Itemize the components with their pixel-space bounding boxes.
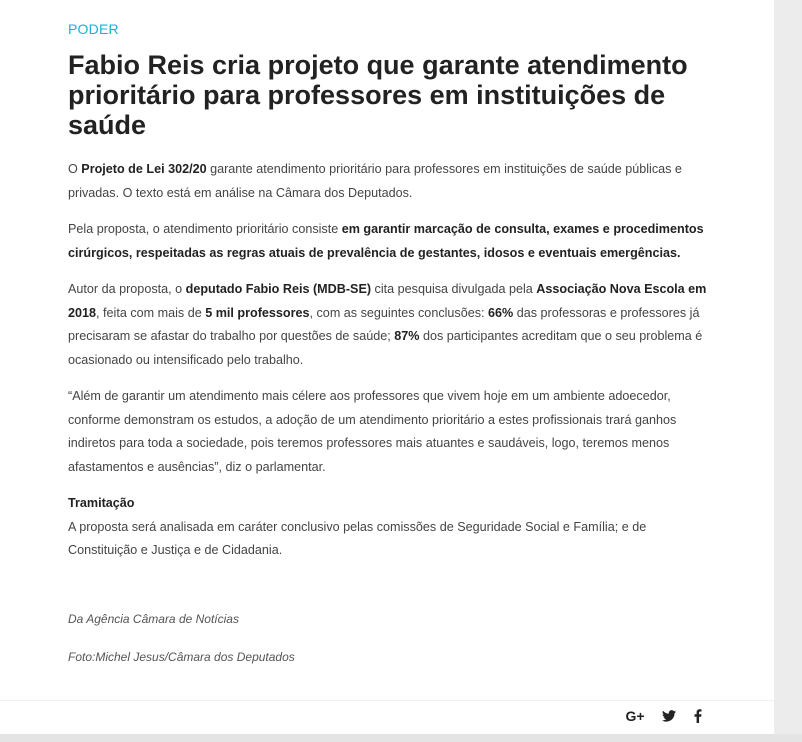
google-plus-icon[interactable]: G+ (625, 708, 645, 724)
paragraph-4: “Além de garantir um atendimento mais célere aos professores que vivem hoje em um ambiente adoecedor, conforme demonstram os estudos, a adoção de um atendimento prioritário a estes profissionais trará ganhos indiretos para toda a sociedade, pois teremos professores mais atuantes e saudáveis, logo, teremos menos afastamentos e ausências”, diz o parlamentar. (68, 389, 677, 474)
category-label[interactable]: PODER (68, 21, 119, 37)
paragraph-5: A proposta será analisada em caráter conclusivo pelas comissões de Seguridade Social e Família; e de Constituição e Justiça e de Cidadania. (68, 519, 647, 557)
article-body (68, 158, 708, 576)
photo-credit: Foto:Michel Jesus/Câmara dos Deputados (68, 650, 295, 664)
footer-divider (0, 700, 774, 701)
section-heading: Tramitação (68, 496, 135, 510)
article-title: Fabio Reis cria projeto que garante atendimento prioritário para professores em instituições de saúde (68, 50, 688, 140)
facebook-icon[interactable] (690, 706, 706, 726)
page-bottom-strip (0, 734, 802, 742)
source-credit: Da Agência Câmara de Notícias (68, 612, 239, 626)
paragraph-3: Autor da proposta, o deputado Fabio Reis (MDB-SE) cita pesquisa divulgada pela Associação Nova Escola em 2018, feita com mais de 5 mil professores, com as seguintes conclusões: 66% das professoras e professores já precisaram se afastar do trabalho por questões de saúde; 87% dos participantes acreditam que o seu problema é ocasionado ou intensificado pelo trabalho. (68, 282, 707, 367)
paragraph-1: O Projeto de Lei 302/20 garante atendimento prioritário para professores em instituições de saúde públicas e privadas. O texto está em análise na Câmara dos Deputados. (68, 162, 682, 200)
twitter-icon[interactable] (660, 706, 678, 726)
paragraph-2: Pela proposta, o atendimento prioritário consiste em garantir marcação de consulta, exames e procedimentos cirúrgicos, respeitadas as regras atuais de prevalência de gestantes, idosos e eventuais emergências. (68, 222, 704, 260)
